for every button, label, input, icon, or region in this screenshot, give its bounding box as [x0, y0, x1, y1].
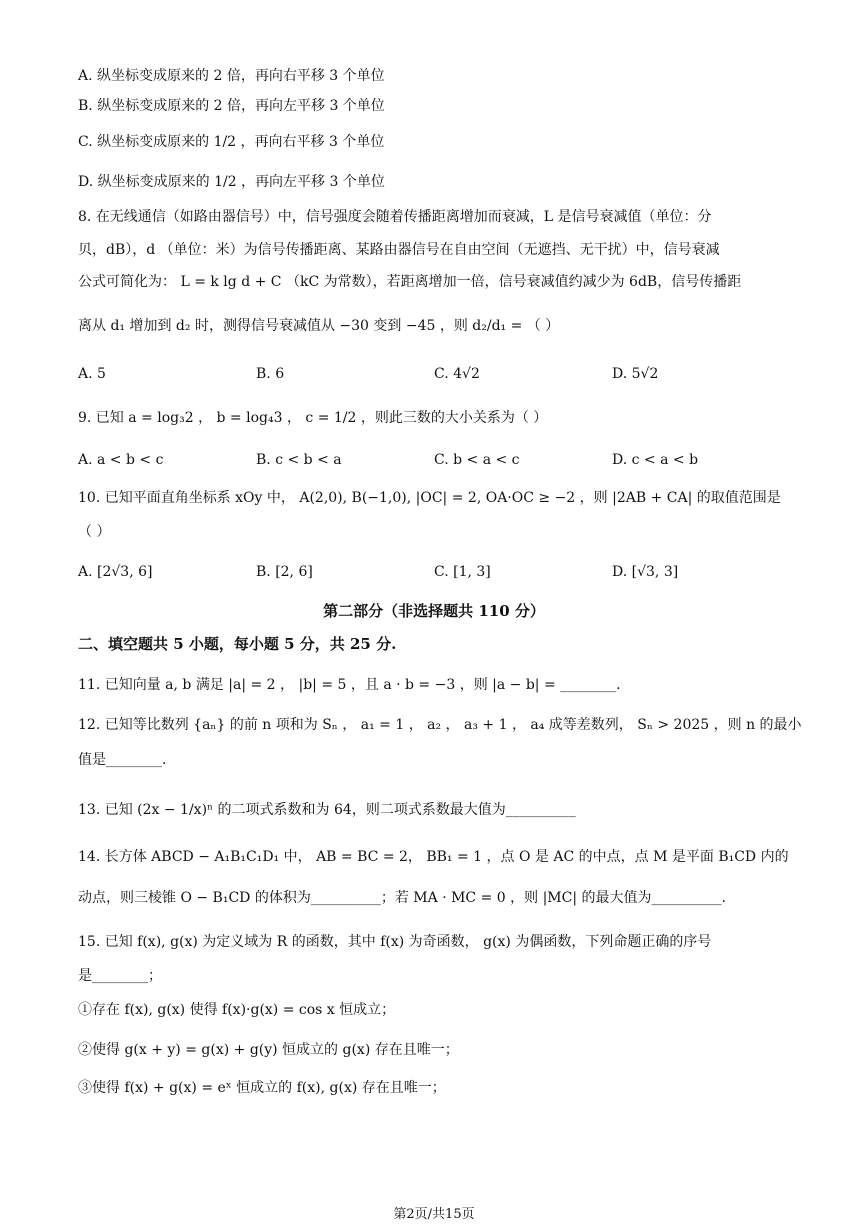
q7-option-a: A. 纵坐标变成原来的 2 倍，再向右平移 3 个单位	[78, 68, 385, 84]
q10-option-c: C. [1, 3]	[434, 564, 491, 580]
q8-line-3: 公式可简化为： L = k lg d + C （kC 为常数），若距离增加一倍，信号衰减值约减少为 6dB，信号传播距	[78, 274, 742, 290]
q10-option-a: A. [2√3, 6]	[78, 564, 153, 580]
q10-option-b: B. [2, 6]	[256, 564, 313, 580]
q10-option-d: D. [√3, 3]	[612, 564, 679, 580]
q7-option-d: D. 纵坐标变成原来的 1/2 ，再向左平移 3 个单位	[78, 174, 385, 190]
q8-line-1: 8. 在无线通信（如路由器信号）中，信号强度会随着传播距离增加而衰减，L 是信号衰减值（单位：分	[78, 209, 712, 225]
q8-option-c: C. 4√2	[434, 366, 480, 382]
section-two-title: 二、填空题共 5 小题，每小题 5 分，共 25 分.	[78, 635, 397, 653]
q14-line-2: 动点，则三棱锥 O − B₁CD 的体积为__________；若 MA · MC = 0 ，则 |MC| 的最大值为__________.	[78, 890, 726, 906]
q15-line-1: 15. 已知 f(x), g(x) 为定义域为 R 的函数，其中 f(x) 为奇函数， g(x) 为偶函数，下列命题正确的序号	[78, 934, 712, 950]
q15-item-1: ①存在 f(x), g(x) 使得 f(x)·g(x) = cos x 恒成立；	[78, 1002, 396, 1018]
q7-option-c: C. 纵坐标变成原来的 1/2 ，再向右平移 3 个单位	[78, 134, 385, 150]
q14-line-1: 14. 长方体 ABCD − A₁B₁C₁D₁ 中， AB = BC = 2， BB₁ = 1 ，点 O 是 AC 的中点，点 M 是平面 B₁CD 内的	[78, 849, 789, 865]
q15-line-2: 是________；	[78, 968, 162, 984]
q11-stem: 11. 已知向量 a, b 满足 |a| = 2 ， |b| = 5 ，且 a · b = −3 ，则 |a − b| = ________.	[78, 677, 621, 693]
q15-item-2: ②使得 g(x + y) = g(x) + g(y) 恒成立的 g(x) 存在且唯一；	[78, 1042, 459, 1058]
q10-paren: （ ）	[78, 524, 111, 540]
q12-line-2: 值是________.	[78, 752, 167, 768]
q15-item-3: ③使得 f(x) + g(x) = eˣ 恒成立的 f(x), g(x) 存在且唯一；	[78, 1080, 446, 1096]
q9-option-b: B. c < b < a	[256, 452, 342, 468]
part-two-title: 第二部分（非选择题共 110 分）	[323, 602, 545, 620]
q8-line-2: 贝，dB），d （单位：米）为信号传播距离、某路由器信号在自由空间（无遮挡、无干扰）中，信号衰减	[78, 242, 720, 258]
q9-stem: 9. 已知 a = log₃2 ， b = log₄3 ， c = 1/2 ，则此三数的大小关系为（ ）	[78, 410, 548, 426]
q8-option-a: A. 5	[78, 366, 106, 382]
q8-option-b: B. 6	[256, 366, 285, 382]
q9-option-c: C. b < a < c	[434, 452, 520, 468]
q8-line-4: 离从 d₁ 增加到 d₂ 时，测得信号衰减值从 −30 变到 −45 ，则 d₂/d₁ = （ ）	[78, 318, 560, 334]
q10-stem: 10. 已知平面直角坐标系 xOy 中， A(2,0), B(−1,0), |OC| = 2, OA·OC ≥ −2 ，则 |2AB + CA| 的取值范围是	[78, 490, 781, 506]
q9-option-d: D. c < a < b	[612, 452, 699, 468]
q8-option-d: D. 5√2	[612, 366, 659, 382]
q12-line-1: 12. 已知等比数列 {aₙ} 的前 n 项和为 Sₙ ， a₁ = 1 ， a₂ ， a₃ + 1 ， a₄ 成等差数列， Sₙ > 2025 ，则 n 的最小	[78, 717, 802, 733]
page-footer: 第2页/共15页	[393, 1207, 475, 1222]
q9-option-a: A. a < b < c	[78, 452, 164, 468]
q13-stem: 13. 已知 (2x − 1/x)ⁿ 的二项式系数和为 64，则二项式系数最大值为__________	[78, 802, 576, 818]
q7-option-b: B. 纵坐标变成原来的 2 倍，再向左平移 3 个单位	[78, 98, 385, 114]
